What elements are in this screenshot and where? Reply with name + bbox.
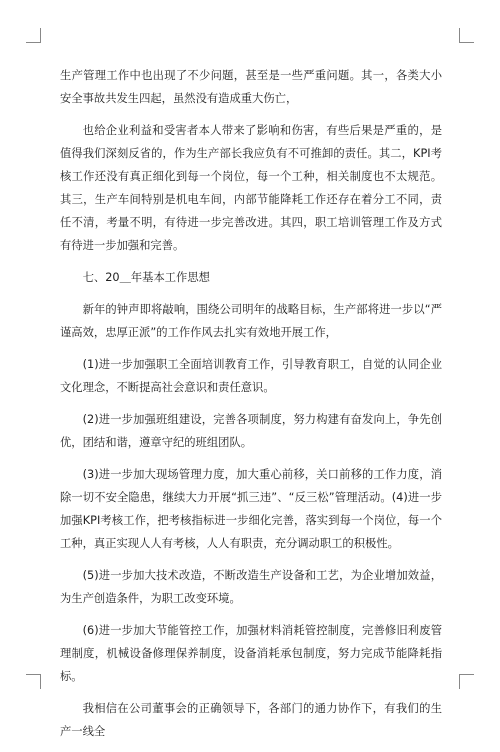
paragraph-3: 新年的钟声即将敲响，围绕公司明年的战略目标，生产部将进一步以“严谨高效，忠厚正派”的工作作风去扎实有效地开展工作，: [60, 303, 442, 339]
paragraph-2: 也给企业利益和受害者本人带来了影响和伤害，有些后果是严重的，是值得我们深刻反省的，作为生产部长我应负有不可推卸的责任。其二，KPI考核工作还没有真正细化到每一个岗位，每一个工种，相关制度也不太规范。其三，生产车间特别是机电车间，内部节能降耗工作还存在着分工不同，责任不清，考量不明，有待进一步完善改进。其四，职工培训管理工作及方式有待进一步加强和完善。: [60, 124, 442, 252]
crop-mark-top-left: [26, 28, 41, 43]
paragraph-1: 生产管理工作中也出现了不少问题，甚至是一些严重问题。其一，各类大小安全事故共发生四起，虽然没有造成重大伤亡，: [60, 69, 442, 105]
list-item-1: (1)进一步加强职工全面培训教育工作，引导教育职工，自觉的认同企业文化理念，不断提高社会意识和责任意识。: [60, 358, 442, 394]
document-body: [60, 64, 442, 752]
list-item-6: (6)进一步加大节能管控工作，加强材料消耗管控制度，完善修旧利废管理制度，机械设备修理保养制度，设备消耗承包制度，努力完成节能降耗指标。: [60, 624, 442, 683]
crop-mark-bottom-left: [26, 674, 41, 689]
list-item-3-4: (3)进一步加大现场管理力度，加大重心前移，关口前移的工作力度，消除一切不安全隐患，继续大力开展“抓三违”、“反三松”管理活动。(4)进一步加强KPI考核工作，把考核指标进一步细化完善，落实到每一个岗位，每一个工种，真正实现人人有考核，人人有职责，充分调动职工的积极性。: [60, 468, 442, 550]
crop-mark-top-right: [459, 28, 474, 43]
list-item-2: (2)进一步加强班组建设，完善各项制度，努力构建有奋发向上，争先创优，团结和谐，遵章守纪的班组团队。: [60, 413, 442, 449]
list-item-5: (5)进一步加大技术改造，不断改造生产设备和工艺，为企业增加效益，为生产创造条件，为职工改变环境。: [60, 569, 442, 605]
section-heading: 七、20＿年基本工作思想: [82, 271, 210, 284]
paragraph-closing: 我相信在公司董事会的正确领导下，各部门的通力协作下，有我们的生产一线全: [60, 702, 442, 738]
crop-mark-bottom-right: [459, 674, 474, 689]
